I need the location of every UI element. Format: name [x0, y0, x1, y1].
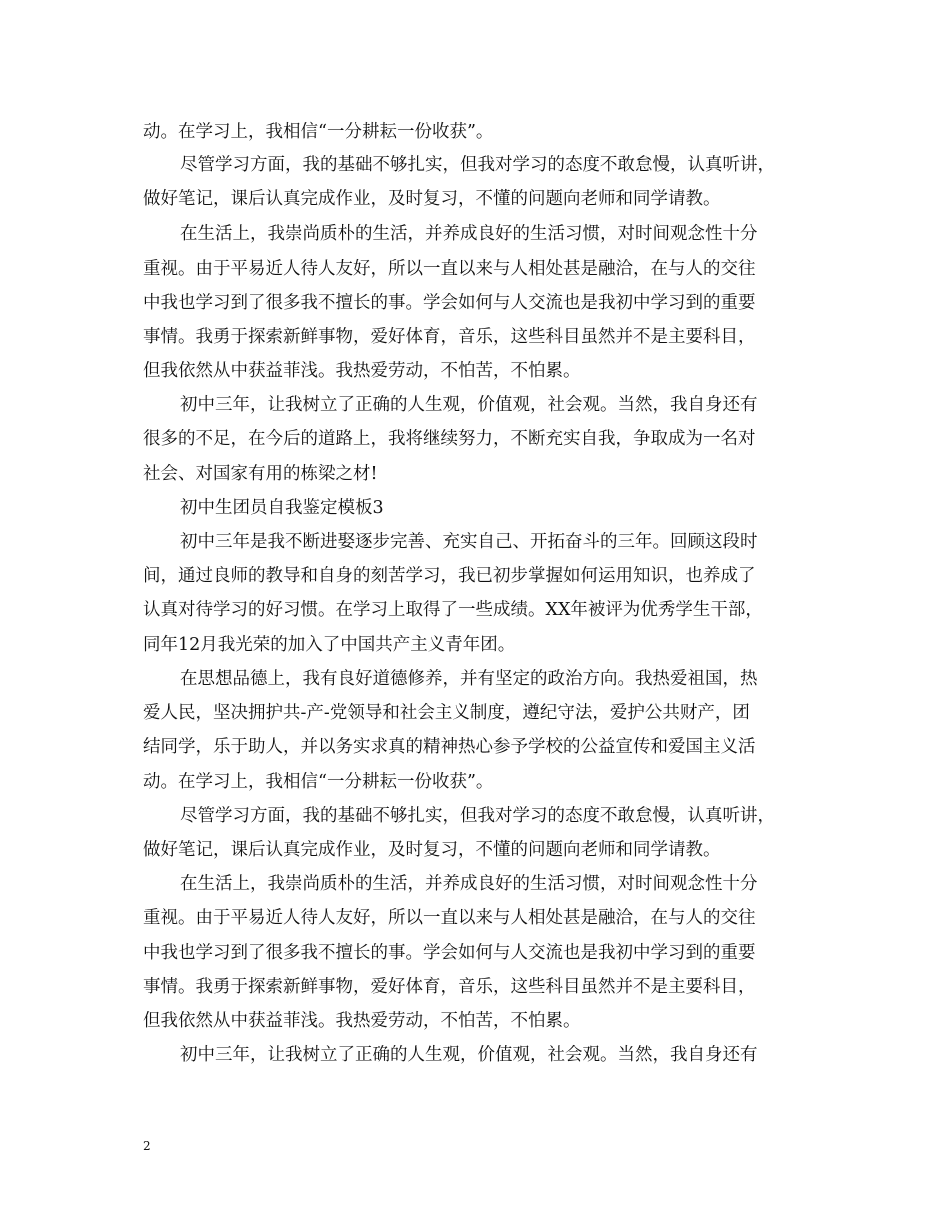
text-line: 事情。我勇于探索新鲜事物，爱好体育，音乐，这些科目虽然并不是主要科目，: [143, 327, 756, 347]
paragraph-first-line: 尽管学习方面，我的基础不够扎实，但我对学习的态度不敢怠慢，认真听讲，: [180, 155, 775, 175]
text-line: 重视。由于平易近人待人友好，所以一直以来与人相处甚是融洽，在与人的交往: [143, 259, 756, 279]
text-line: 动。在学习上，我相信“一分耕耘一份收获”。: [143, 122, 494, 142]
text-line: 做好笔记，课后认真完成作业，及时复习，不懂的问题向老师和同学请教。: [143, 840, 721, 860]
text-line: 认真对待学习的好习惯。在学习上取得了一些成绩。XX年被评为优秀学生干部，: [143, 600, 763, 620]
text-line: 结同学，乐于助人，并以务实求真的精神热心参予学校的公益宣传和爱国主义活: [143, 737, 756, 757]
paragraph-first-line: 在生活上，我崇尚质朴的生活，并养成良好的生活习惯，对时间观念性十分: [180, 224, 758, 244]
text-line: 很多的不足，在今后的道路上，我将继续努力，不断充实自我，争取成为一名对: [143, 429, 756, 449]
text-line: 中我也学习到了很多我不擅长的事。学会如何与人交流也是我初中学习到的重要: [143, 293, 756, 313]
section-heading: 初中生团员自我鉴定模板3: [180, 498, 384, 518]
paragraph-first-line: 初中三年，让我树立了正确的人生观，价值观，社会观。当然，我自身还有: [180, 395, 758, 415]
text-line: 社会、对国家有用的栋梁之材!: [143, 464, 378, 484]
text-line: 但我依然从中获益菲浅。我热爱劳动，不怕苦，不怕累。: [143, 1011, 581, 1031]
paragraph-first-line: 在思想品德上，我有良好道德修养，并有坚定的政治方向。我热爱祖国，热: [180, 669, 758, 689]
text-line: 爱人民，坚决拥护共-产-党领导和社会主义制度，遵纪守法，爱护公共财产，团: [143, 703, 750, 723]
paragraph-first-line: 初中三年，让我树立了正确的人生观，价值观，社会观。当然，我自身还有: [180, 1045, 758, 1065]
text-line: 但我依然从中获益菲浅。我热爱劳动，不怕苦，不怕累。: [143, 361, 581, 381]
text-line: 同年12月我光荣的加入了中国共产主义青年团。: [143, 635, 516, 655]
paragraph-first-line: 初中三年是我不断进娶逐步完善、充实自己、开拓奋斗的三年。回顾这段时: [180, 532, 758, 552]
text-line: 重视。由于平易近人待人友好，所以一直以来与人相处甚是融洽，在与人的交往: [143, 908, 756, 928]
page-number: 2: [143, 1139, 151, 1153]
text-line: 间，通过良师的教导和自身的刻苦学习，我已初步掌握如何运用知识，也养成了: [143, 566, 756, 586]
paragraph-first-line: 尽管学习方面，我的基础不够扎实，但我对学习的态度不敢怠慢，认真听讲，: [180, 806, 775, 826]
text-line: 中我也学习到了很多我不擅长的事。学会如何与人交流也是我初中学习到的重要: [143, 943, 756, 963]
text-line: 做好笔记，课后认真完成作业，及时复习，不懂的问题向老师和同学请教。: [143, 189, 721, 209]
paragraph-first-line: 在生活上，我崇尚质朴的生活，并养成良好的生活习惯，对时间观念性十分: [180, 874, 758, 894]
text-line: 事情。我勇于探索新鲜事物，爱好体育，音乐，这些科目虽然并不是主要科目，: [143, 977, 756, 997]
text-line: 动。在学习上，我相信“一分耕耘一份收获”。: [143, 772, 494, 792]
